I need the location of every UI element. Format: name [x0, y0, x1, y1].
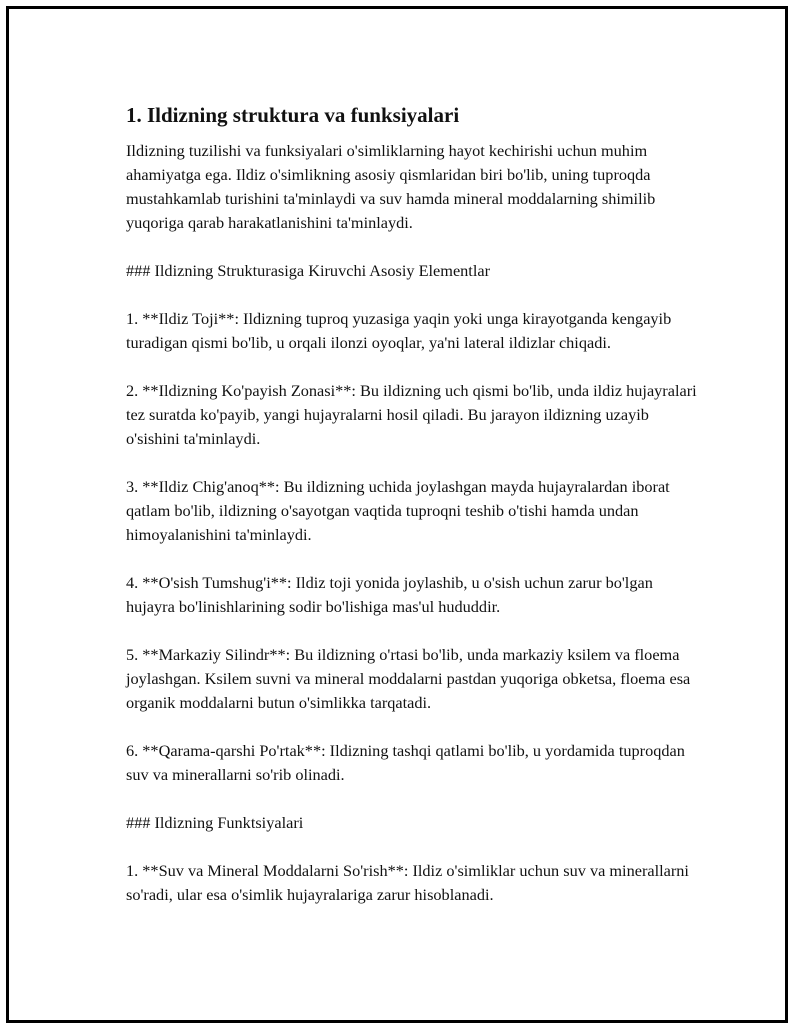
intro-paragraph: Ildizning tuzilishi va funksiyalari o'simliklarning hayot kechirishi uchun muhim ahamiyatga ega. Ildiz o'simlikning asosiy qismlaridan biri bo'lib, uning tuproqda mustahkamlab turishini ta'minlaydi va suv hamda mineral moddalarning shimilib yuqoriga qarab harakatlanishini ta'minlaydi. [126, 141, 656, 232]
section-heading-functions: ### Ildizning Funktsiyalari [126, 813, 304, 832]
page-frame [6, 6, 788, 1023]
document-body [126, 102, 698, 931]
document-title: 1. Ildizning struktura va funksiyalari [126, 103, 460, 127]
list-item-division-zone: 2. **Ildizning Ko'payish Zonasi**: Bu ildizning uch qismi bo'lib, unda ildiz hujayralari tez suratda ko'payib, yangi hujayralarni hosil qiladi. Bu jarayon ildizning uzayib o'sishini ta'minlaydi. [126, 381, 697, 448]
list-item-root-crown: 1. **Ildiz Toji**: Ildizning tuproq yuzasiga yaqin yoki unga kirayotganda kengayib turadigan qismi bo'lib, u orqali ilonzi oyoqlar, ya'ni lateral ildizlar chiqadi. [126, 309, 672, 352]
list-item-central-cylinder: 5. **Markaziy Silindr**: Bu ildizning o'rtasi bo'lib, unda markaziy ksilem va floema joylashgan. Ksilem suvni va mineral moddalarni pastdan yuqoriga obketsa, floema esa organik moddalarni butun o'simlikka tarqatadi. [126, 645, 691, 712]
section-heading-structure: ### Ildizning Strukturasiga Kiruvchi Asosiy Elementlar [126, 261, 491, 280]
list-item-growth-tip: 4. **O'sish Tumshug'i**: Ildiz toji yonida joylashib, u o'sish uchun zarur bo'lgan hujayra bo'linishlarining sodir bo'lishiga mas'ul hududdir. [126, 573, 653, 616]
list-item-absorption: 1. **Suv va Mineral Moddalarni So'rish**: Ildiz o'simliklar uchun suv va minerallarni so'radi, ular esa o'simlik hujayralariga zarur hisoblanadi. [126, 861, 689, 904]
list-item-root-cap: 3. **Ildiz Chig'anoq**: Bu ildizning uchida joylashgan mayda hujayralardan iborat qatlam bo'lib, ildizning o'sayotgan vaqtida tuproqni teshib o'tishi hamda undan himoyalanishini ta'minlaydi. [126, 477, 670, 544]
list-item-outer-layer: 6. **Qarama-qarshi Po'rtak**: Ildizning tashqi qatlami bo'lib, u yordamida tuproqdan suv va minerallarni so'rib olinadi. [126, 741, 685, 784]
